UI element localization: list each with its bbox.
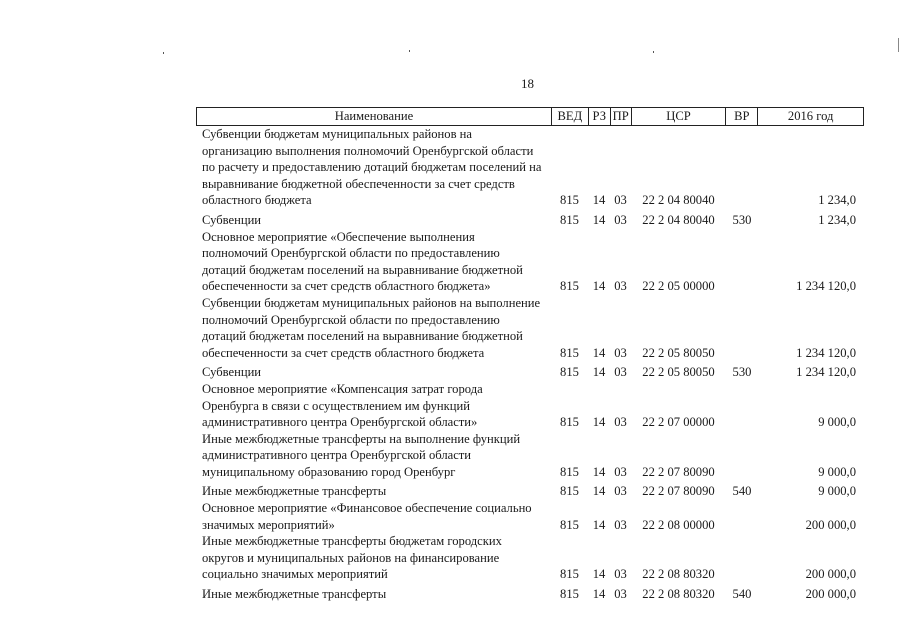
row-ved: 815 [560, 567, 579, 582]
row-amount: 1 234 120,0 [796, 345, 856, 360]
row-csr: 22 2 07 00000 [642, 415, 715, 430]
row-csr: 22 2 04 80040 [642, 193, 715, 208]
row-amount: 200 000,0 [805, 567, 856, 582]
row-name-line: округов и муниципальных районов на финансирование [202, 550, 500, 565]
row-amount: 200 000,0 [805, 587, 856, 602]
row-name-line: полномочий Оренбургской области по предоставлению [202, 312, 500, 327]
row-name-line: организацию выполнения полномочий Оренбургской области [202, 143, 534, 158]
row-ved: 815 [560, 279, 579, 294]
row-name-line: областного бюджета [202, 193, 312, 208]
row-name-line: дотаций бюджетам поселений на выравнивание бюджетной [202, 329, 523, 344]
row-name [196, 483, 551, 500]
row-ved: 815 [560, 345, 579, 360]
table-row [196, 364, 864, 381]
row-ved: 815 [560, 415, 579, 430]
table-row [196, 126, 864, 209]
row-name-line: Иные межбюджетные трансферты на выполнение функций [202, 431, 521, 446]
row-name-line: значимых мероприятий» [202, 517, 335, 532]
row-pr: 03 [614, 365, 627, 380]
table-row [196, 295, 864, 361]
row-pr: 03 [614, 212, 627, 227]
row-rz: 14 [592, 464, 606, 479]
row-name [196, 295, 551, 361]
row-pr: 03 [614, 415, 627, 430]
row-rz: 14 [592, 567, 606, 582]
row-rz: 14 [592, 517, 606, 532]
row-name [196, 126, 551, 209]
row-name-line: административного центра Оренбургской области» [202, 415, 478, 430]
row-name [196, 431, 551, 481]
row-name-line: административного центра Оренбургской области [202, 448, 472, 463]
header-csr: ЦСР [631, 108, 726, 125]
table-body [196, 126, 864, 603]
row-vr: 540 [732, 484, 752, 499]
row-vr: 530 [732, 212, 752, 227]
row-pr: 03 [614, 517, 627, 532]
table-row [196, 483, 864, 500]
row-name-line: обеспеченности за счет средств областного бюджета» [202, 279, 491, 294]
row-name-line: Основное мероприятие «Компенсация затрат города [202, 381, 483, 396]
table-row [196, 533, 864, 583]
table-row [196, 586, 864, 603]
row-pr: 03 [614, 279, 627, 294]
row-csr: 22 2 05 00000 [642, 279, 715, 294]
row-pr: 03 [614, 345, 627, 360]
table-header [196, 107, 864, 126]
row-vr: 530 [732, 365, 752, 380]
row-csr: 22 2 04 80040 [642, 212, 715, 227]
row-pr: 03 [614, 587, 627, 602]
page-number: 18 [521, 76, 534, 91]
row-name [196, 533, 551, 583]
row-rz: 14 [592, 212, 606, 227]
row-csr: 22 2 08 00000 [642, 517, 715, 532]
row-name-line: социально значимых мероприятий [202, 567, 388, 582]
row-amount: 200 000,0 [805, 517, 856, 532]
row-amount: 1 234,0 [818, 212, 856, 227]
row-amount: 9 000,0 [818, 415, 856, 430]
row-name-line: Субвенции бюджетам муниципальных районов на выполнение [202, 295, 541, 310]
row-name-line: Оренбурга в связи с осуществлением им функций [202, 398, 470, 413]
header-vr: ВР [725, 108, 757, 125]
budget-table [196, 107, 864, 603]
row-name-line: муниципальному образованию город Оренбург [202, 464, 456, 479]
row-ved: 815 [560, 212, 579, 227]
table-row [196, 381, 864, 431]
row-pr: 03 [614, 484, 627, 499]
row-pr: 03 [614, 193, 627, 208]
row-csr: 22 2 05 80050 [642, 345, 715, 360]
row-rz: 14 [592, 279, 606, 294]
table-row [196, 431, 864, 481]
row-amount: 1 234,0 [818, 193, 856, 208]
row-name-line: обеспеченности за счет средств областного бюджета [202, 345, 485, 360]
row-vr: 540 [732, 587, 752, 602]
row-rz: 14 [592, 345, 606, 360]
table-row [196, 229, 864, 295]
row-ved: 815 [560, 193, 579, 208]
row-ved: 815 [560, 587, 579, 602]
row-csr: 22 2 08 80320 [642, 587, 715, 602]
row-name [196, 500, 551, 533]
header-pr: ПР [610, 108, 631, 125]
row-rz: 14 [592, 484, 606, 499]
row-name [196, 212, 551, 229]
header-rz: РЗ [588, 108, 610, 125]
row-name-line: Субвенции [202, 365, 262, 380]
row-pr: 03 [614, 567, 627, 582]
row-name-line: Основное мероприятие «Финансовое обеспечение социально [202, 501, 532, 516]
row-name-line: Субвенции бюджетам муниципальных районов на [202, 127, 472, 141]
row-rz: 14 [592, 587, 606, 602]
row-name-line: по расчету и предоставлению дотаций бюджетам поселений на [202, 160, 542, 175]
row-ved: 815 [560, 517, 579, 532]
row-name-line: Иные межбюджетные трансферты [202, 587, 387, 602]
row-name-line: Иные межбюджетные трансферты [202, 484, 387, 499]
row-csr: 22 2 05 80050 [642, 365, 715, 380]
header-year: 2016 год [757, 108, 863, 125]
row-ved: 815 [560, 464, 579, 479]
table-row [196, 500, 864, 533]
row-csr: 22 2 07 80090 [642, 484, 715, 499]
header-name: Наименование [334, 109, 414, 123]
row-ved: 815 [560, 484, 579, 499]
row-rz: 14 [592, 193, 606, 208]
row-name-line: полномочий Оренбургской области по предоставлению [202, 246, 500, 261]
row-csr: 22 2 07 80090 [642, 464, 715, 479]
row-amount: 9 000,0 [818, 464, 856, 479]
row-name [196, 229, 551, 295]
row-pr: 03 [614, 464, 627, 479]
row-name [196, 364, 551, 381]
row-rz: 14 [592, 365, 606, 380]
row-ved: 815 [560, 365, 579, 380]
row-name-line: Иные межбюджетные трансферты бюджетам городских [202, 534, 502, 549]
row-amount: 1 234 120,0 [796, 279, 856, 294]
row-csr: 22 2 08 80320 [642, 567, 715, 582]
row-name [196, 381, 551, 431]
row-name-line: дотаций бюджетам поселений на выравнивание бюджетной [202, 262, 523, 277]
row-name-line: выравнивание бюджетной обеспеченности за счет средств [202, 176, 515, 191]
row-amount: 1 234 120,0 [796, 365, 856, 380]
row-name-line: Основное мероприятие «Обеспечение выполнения [202, 229, 475, 244]
table-row [196, 212, 864, 229]
row-rz: 14 [592, 415, 606, 430]
header-ved: ВЕД [551, 108, 588, 125]
row-name [196, 586, 551, 603]
row-name-line: Субвенции [202, 212, 262, 227]
row-amount: 9 000,0 [818, 484, 856, 499]
